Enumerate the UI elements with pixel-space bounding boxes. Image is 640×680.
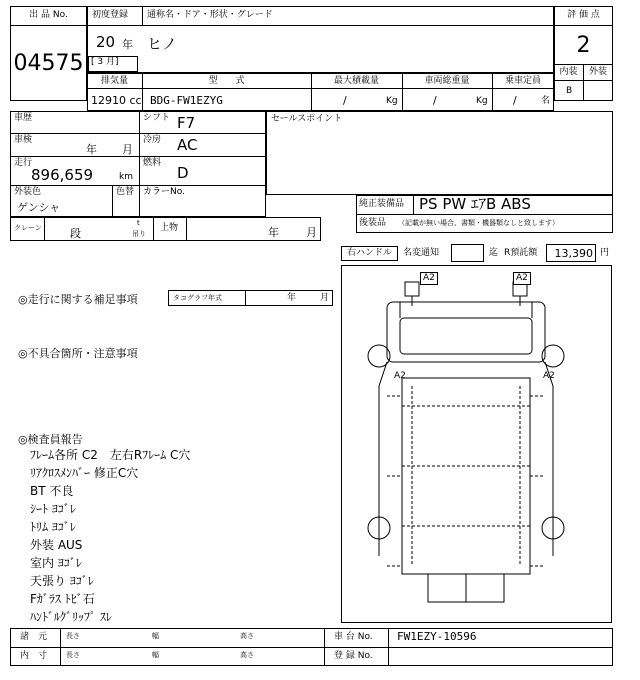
car-name: ヒノ <box>147 35 177 53</box>
recycle-label: R預託額 <box>504 248 538 258</box>
mileage-value: 896,659 <box>31 166 94 184</box>
report-line: ﾄﾘﾑ ﾖｺﾞﾚ <box>30 520 76 534</box>
inspection-year-unit: 年 <box>86 143 97 156</box>
aftermarket-label: 後装品 <box>359 218 387 228</box>
color-value: ゲンシャ <box>17 201 61 214</box>
chassis-value: FW1EZY-10596 <box>397 630 477 643</box>
inspection-label: 車検 <box>14 135 33 145</box>
first-reg-year: 20 <box>96 33 116 51</box>
model-label: 型 式 <box>208 76 245 86</box>
report-line: ﾘｱｸﾛｽﾒﾝﾊﾞｰ 修正C穴 <box>30 466 139 480</box>
aftermarket-note: （記載が無い場合、書類・機器類なしと致します） <box>398 219 559 227</box>
aircon-value: AC <box>177 136 198 154</box>
color-change-label: 色替 <box>116 187 135 197</box>
upper-year-unit: 年 <box>268 226 279 239</box>
report-line: 天張り ﾖｺﾞﾚ <box>30 574 94 588</box>
truck-outline <box>342 266 612 623</box>
report-line: 外装 AUS <box>30 538 83 552</box>
gross-weight-value: / <box>433 94 437 107</box>
color-label: 外装色 <box>14 187 42 197</box>
recycle-unit: 円 <box>600 248 610 258</box>
name-change-label: 名変通知 <box>403 248 440 258</box>
tacho-label: タコグラフ年式 <box>173 294 222 302</box>
upper-month-unit: 月 <box>306 226 317 239</box>
year-unit: 年 <box>122 38 133 51</box>
upper-label: 上物 <box>160 223 179 233</box>
report-line: ﾊﾝﾄﾞﾙｸﾞﾘｯﾌﾟ ｽﾚ <box>30 610 112 624</box>
height-label: 高さ <box>240 651 254 659</box>
crane-ton: t <box>137 219 140 227</box>
lot-number: 04575 <box>13 51 84 76</box>
length-label: 長さ <box>66 651 80 659</box>
inspector-label: ◎検査員報告 <box>18 433 83 446</box>
report-line: ﾌﾚｰﾑ各所 C2 左右Rﾌﾚｰﾑ C穴 <box>30 448 191 462</box>
damage-mark: A2 <box>420 272 438 285</box>
name-label: 通称名・ドア・形状・グレード <box>147 10 273 20</box>
sales-point-label: セールスポイント <box>271 114 343 124</box>
max-load-value: / <box>343 94 347 107</box>
shift-label: シフト <box>143 113 171 123</box>
color-no-label: カラーNo. <box>143 187 185 197</box>
capacity-label: 乗車定員 <box>504 76 541 86</box>
recycle-amount: 13,390 <box>554 247 593 260</box>
interior-grade: B <box>566 86 573 96</box>
damage-mark: A2 <box>394 371 406 381</box>
tacho-year-unit: 年 <box>287 293 297 303</box>
right-hand-label: 右ハンドル <box>346 248 392 258</box>
crane-label: クレーン <box>14 224 42 232</box>
crane-stage: 段 <box>70 227 81 240</box>
reg-label: 登 録 No. <box>334 651 373 661</box>
dims-label: 諸 元 <box>20 632 48 642</box>
first-reg-month: [ 3 月] <box>91 57 119 67</box>
damage-mark: A2 <box>513 272 531 285</box>
model-value: BDG-FW1EZYG <box>150 94 223 107</box>
fuel-label: 燃料 <box>143 158 162 168</box>
score-label: 評 価 点 <box>567 10 600 20</box>
displacement-label: 排気量 <box>100 76 128 86</box>
interior-label: 内装 <box>559 67 578 77</box>
capacity-unit: 名 <box>541 96 551 106</box>
supplement-label: ◎走行に関する補足事項 <box>18 293 138 306</box>
crane-hang: 吊り <box>132 230 146 238</box>
gross-weight-unit: Kg <box>476 96 488 106</box>
chassis-label: 車 台 No. <box>334 632 373 642</box>
max-load-unit: Kg <box>386 96 398 106</box>
equipment-label: 純正装備品 <box>359 199 405 209</box>
inspection-month-unit: 月 <box>122 143 133 156</box>
height-label: 高さ <box>240 632 254 640</box>
width-label: 幅 <box>152 632 159 640</box>
aircon-label: 冷房 <box>143 135 162 145</box>
report-line: Fｶﾞﾗｽ ﾄﾋﾞ石 <box>30 592 95 606</box>
displacement-value: 12910 cc <box>91 94 142 107</box>
tacho-month-unit: 月 <box>320 293 330 303</box>
shift-value: F7 <box>177 114 196 132</box>
width-label: 幅 <box>152 651 159 659</box>
mileage-label: 走行 <box>14 158 33 168</box>
score-value: 2 <box>576 33 591 58</box>
capacity-value: / <box>513 94 517 107</box>
first-reg-label: 初度登録 <box>92 10 129 20</box>
exterior-label: 外装 <box>588 67 607 77</box>
lot-label: 出 品 No. <box>29 10 68 20</box>
report-line: ｼｰﾄ ﾖｺﾞﾚ <box>30 502 76 516</box>
gross-weight-label: 車両総重量 <box>424 76 470 86</box>
history-label: 車歴 <box>14 113 33 123</box>
name-change-box <box>451 244 484 262</box>
fuel-value: D <box>177 164 189 182</box>
equipment-value: PS PW ｴｱB ABS <box>419 195 531 213</box>
report-line: 室内 ﾖｺﾞﾚ <box>30 556 82 570</box>
defects-label: ◎不具合箇所・注意事項 <box>18 347 138 360</box>
length-label: 長さ <box>66 632 80 640</box>
max-load-label: 最大積載量 <box>333 76 379 86</box>
interior-dims-label: 内 寸 <box>20 651 48 661</box>
damage-mark: A2 <box>543 371 555 381</box>
damage-diagram <box>341 265 612 623</box>
report-line: BT 不良 <box>30 484 74 498</box>
deadline-char: 迄 <box>489 248 499 258</box>
mileage-unit: km <box>119 172 133 182</box>
